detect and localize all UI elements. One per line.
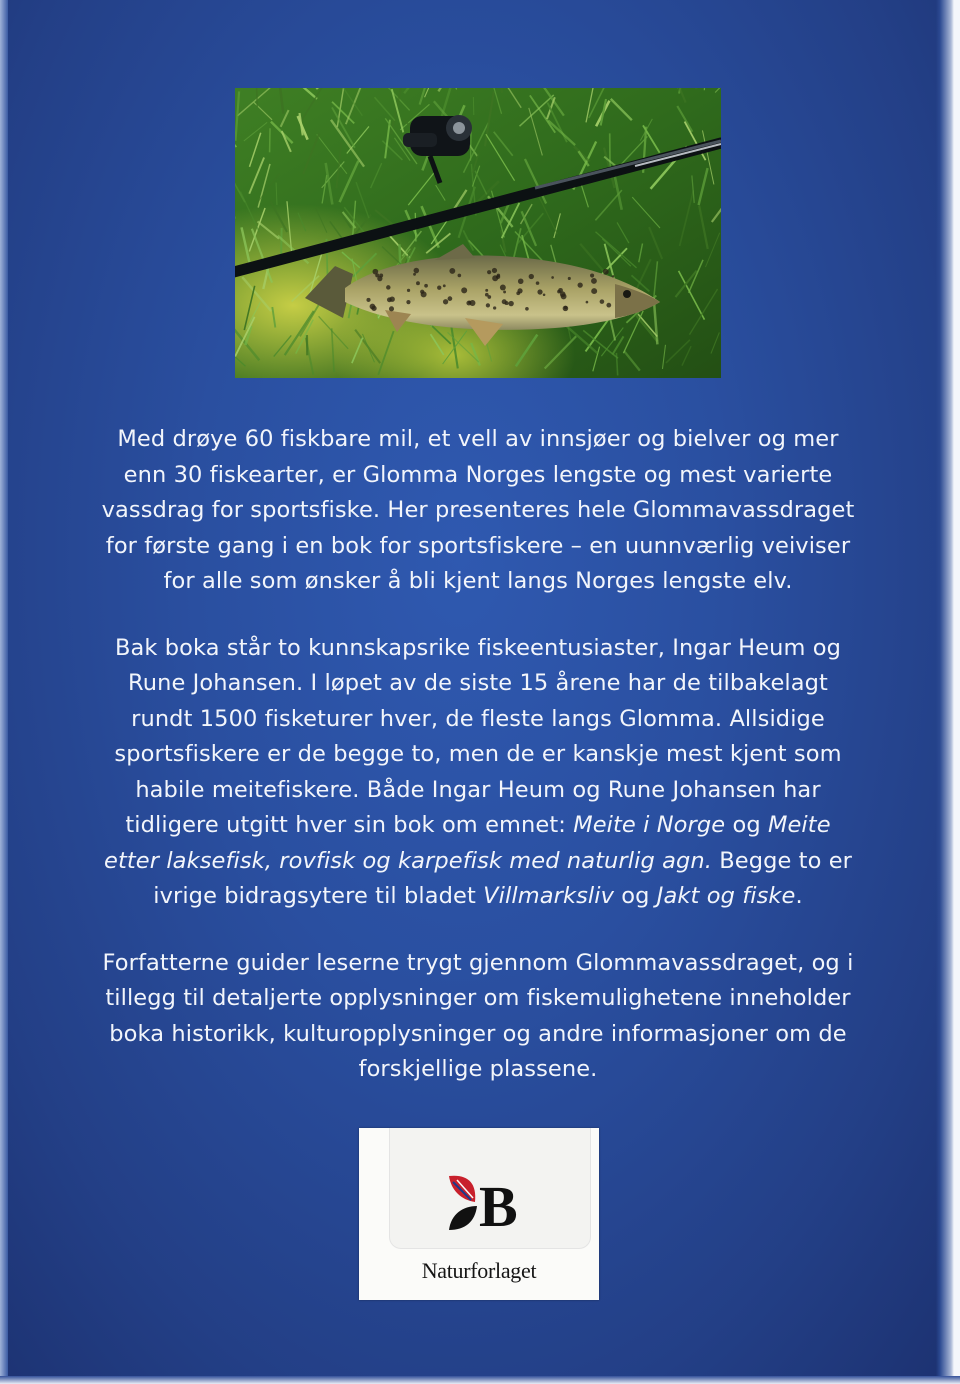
logo-black-leaf xyxy=(449,1206,477,1230)
trout-and-fishing-rod-photo xyxy=(235,88,721,378)
blurb-text-run: og xyxy=(614,883,657,909)
logo-letter: B xyxy=(479,1174,518,1234)
blurb-italic-title: Meite i Norge xyxy=(573,812,726,838)
blurb-text-run: . xyxy=(795,883,803,909)
blurb-paragraph-2 xyxy=(100,631,856,915)
blurb-paragraph-1 xyxy=(100,422,856,600)
blurb-text-run: Med drøye 60 fiskbare mil, et vell av innsjøer og bielver og mer enn 30 fiskearter, er Glomma Norges lengste og mest varierte vassdrag for sportsfiske. Her presenteres hele Glommavassdraget for første gang i en bok for sportsfiskere – en uunnværlig veiviser for alle som ønsker å bli kjent langs Norges lengste elv. xyxy=(101,426,855,594)
naturforlaget-leaf-b-logo xyxy=(447,1172,525,1234)
blurb-italic-title: Jakt og fiske xyxy=(656,883,796,909)
blurb-italic-title: Villmarksliv xyxy=(483,883,615,909)
blurb-text-run: Bak boka står to kunnskapsrike fiskeentusiaster, Ingar Heum og Rune Johansen. I løpet av de siste 15 årene har de tilbakelagt rundt 1500 fisketurer hver, de fleste langs Glomma. Allsidige sportsfiskere er de begge to, men de er kanskje mest kjent som habile meitefiskere. Både Ingar Heum og Rune Johansen har tidligere utgitt hver sin bok om emnet: xyxy=(114,634,842,838)
blurb-text-run: Forfatterne guider leserne trygt gjennom Glommavassdraget, og i tillegg til detaljerte opplysninger om fiskemulighetene inneholder boka historikk, kulturopplysninger og andre informasjoner om de forskjellige plassene. xyxy=(102,949,854,1082)
cover-bottom-edge xyxy=(0,1376,960,1384)
back-cover-blurb xyxy=(100,422,856,1119)
blurb-italic-title: Meite etter laksefisk, rovfisk og karpefisk med naturlig agn. xyxy=(104,812,831,874)
publisher-label xyxy=(359,1128,599,1300)
logo-red-leaf xyxy=(449,1176,475,1202)
blurb-text-run: Begge to er ivrige bidragsytere til bladet xyxy=(153,847,852,909)
photo-illustration xyxy=(235,88,721,378)
cover-right-edge xyxy=(936,0,960,1384)
publisher-name: Naturforlaget xyxy=(421,1258,537,1283)
blurb-paragraph-3 xyxy=(100,946,856,1088)
blurb-text-run: og xyxy=(725,812,768,838)
cover-left-edge xyxy=(0,0,8,1384)
